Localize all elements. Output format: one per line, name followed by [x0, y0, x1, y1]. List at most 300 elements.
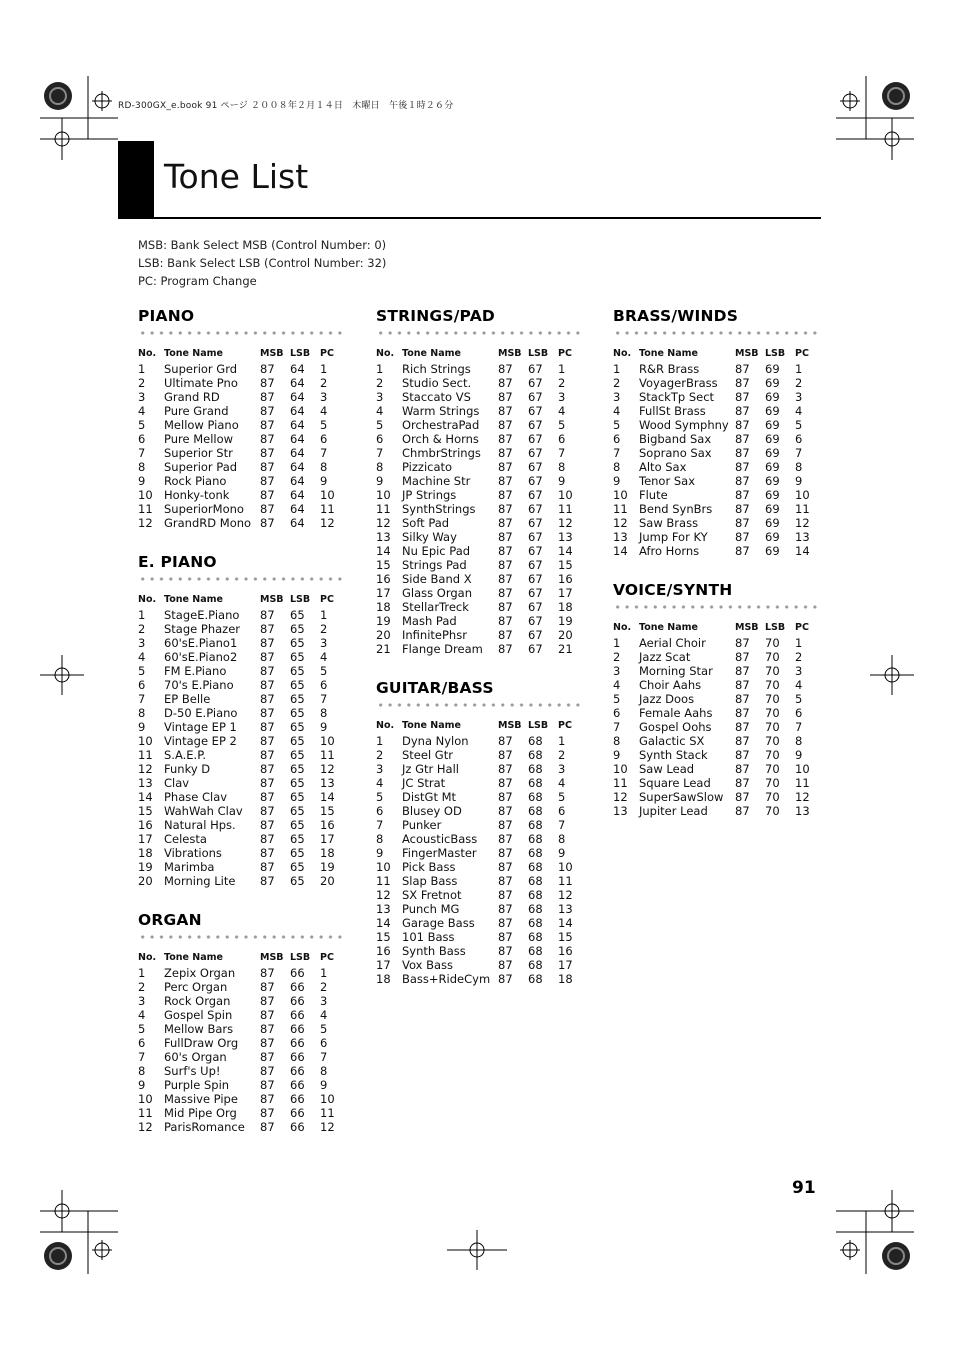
- cell-lsb: 68: [528, 972, 543, 986]
- cell-pc: 20: [558, 628, 573, 642]
- cell-pc: 14: [320, 790, 335, 804]
- tone-table: [138, 346, 342, 530]
- cell-name: JP Strings: [402, 488, 457, 502]
- table-row: [613, 664, 817, 678]
- column-header-lsb: LSB: [290, 348, 311, 359]
- cell-no: 6: [138, 1036, 146, 1050]
- table-row: [376, 474, 580, 488]
- cell-name: Natural Hps.: [164, 818, 236, 832]
- cell-name: Superior Grd: [164, 362, 238, 376]
- table-row: [138, 502, 342, 516]
- cell-msb: 87: [260, 1022, 275, 1036]
- cell-msb: 87: [260, 994, 275, 1008]
- cell-pc: 9: [320, 720, 328, 734]
- cell-no: 3: [138, 636, 146, 650]
- cell-msb: 87: [260, 1064, 275, 1078]
- cell-lsb: 68: [528, 958, 543, 972]
- cell-pc: 12: [795, 790, 810, 804]
- cell-pc: 1: [558, 362, 566, 376]
- cell-lsb: 65: [290, 650, 305, 664]
- cell-msb: 87: [260, 762, 275, 776]
- cell-pc: 10: [795, 488, 810, 502]
- cell-pc: 3: [558, 762, 566, 776]
- table-row: [138, 622, 342, 636]
- cell-name: EP Belle: [164, 692, 211, 706]
- cell-lsb: 68: [528, 762, 543, 776]
- cell-lsb: 65: [290, 776, 305, 790]
- cell-name: Mid Pipe Org: [164, 1106, 237, 1120]
- cell-name: 60'sE.Piano1: [164, 636, 238, 650]
- cell-pc: 6: [795, 706, 803, 720]
- table-row: [376, 558, 580, 572]
- cell-lsb: 70: [765, 790, 780, 804]
- cell-lsb: 67: [528, 390, 543, 404]
- cell-pc: 8: [320, 706, 328, 720]
- cell-lsb: 66: [290, 1050, 305, 1064]
- cell-msb: 87: [735, 432, 750, 446]
- cell-msb: 87: [498, 748, 513, 762]
- cell-lsb: 64: [290, 390, 305, 404]
- cell-name: Perc Organ: [164, 980, 228, 994]
- cell-msb: 87: [260, 418, 275, 432]
- cell-lsb: 65: [290, 874, 305, 888]
- cell-lsb: 64: [290, 460, 305, 474]
- column-header-pc: PC: [320, 594, 334, 605]
- cell-pc: 4: [795, 404, 803, 418]
- cell-no: 7: [376, 818, 384, 832]
- table-row: [613, 474, 817, 488]
- cell-name: Flute: [639, 488, 668, 502]
- table-row: [138, 1036, 342, 1050]
- cell-pc: 19: [558, 614, 573, 628]
- cell-pc: 14: [795, 544, 810, 558]
- cell-pc: 9: [795, 474, 803, 488]
- cell-lsb: 65: [290, 636, 305, 650]
- cell-name: Soprano Sax: [639, 446, 712, 460]
- cell-msb: 87: [735, 748, 750, 762]
- cell-pc: 11: [320, 502, 335, 516]
- cell-pc: 1: [320, 966, 328, 980]
- page-number: 91: [792, 1178, 816, 1198]
- cell-pc: 13: [795, 530, 810, 544]
- cell-pc: 8: [558, 460, 566, 474]
- cell-name: StackTp Sect: [639, 390, 715, 404]
- cell-pc: 2: [320, 622, 328, 636]
- cell-msb: 87: [498, 376, 513, 390]
- table-header-row: [138, 950, 342, 966]
- cell-lsb: 65: [290, 734, 305, 748]
- table-row: [138, 664, 342, 678]
- cell-no: 11: [138, 1106, 153, 1120]
- cell-lsb: 67: [528, 628, 543, 642]
- cell-no: 4: [376, 776, 384, 790]
- table-row: [138, 432, 342, 446]
- cell-msb: 87: [498, 804, 513, 818]
- cell-no: 14: [138, 790, 153, 804]
- cell-pc: 7: [795, 720, 803, 734]
- cell-no: 18: [138, 846, 153, 860]
- cell-name: Synth Bass: [402, 944, 466, 958]
- cell-name: Strings Pad: [402, 558, 467, 572]
- cell-msb: 87: [735, 650, 750, 664]
- section-title: BRASS/WINDS: [613, 307, 739, 325]
- table-row: [138, 874, 342, 888]
- column-header-msb: MSB: [735, 348, 759, 359]
- cell-no: 5: [376, 418, 384, 432]
- cell-name: Vintage EP 2: [164, 734, 237, 748]
- cell-name: SynthStrings: [402, 502, 476, 516]
- tone-table: [376, 718, 580, 986]
- cell-no: 6: [138, 432, 146, 446]
- cell-name: Superior Pad: [164, 460, 238, 474]
- cell-name: Mellow Piano: [164, 418, 239, 432]
- cell-lsb: 70: [765, 706, 780, 720]
- cell-no: 13: [376, 530, 391, 544]
- cell-msb: 87: [260, 804, 275, 818]
- cell-name: Funky D: [164, 762, 211, 776]
- cell-no: 8: [376, 832, 384, 846]
- cell-pc: 5: [320, 664, 328, 678]
- cell-lsb: 64: [290, 404, 305, 418]
- cell-name: Pizzicato: [402, 460, 453, 474]
- cell-msb: 87: [498, 958, 513, 972]
- cell-pc: 18: [558, 600, 573, 614]
- cell-no: 2: [613, 376, 621, 390]
- cell-no: 6: [376, 804, 384, 818]
- cell-msb: 87: [735, 762, 750, 776]
- cell-no: 8: [613, 734, 621, 748]
- table-row: [376, 432, 580, 446]
- cell-name: Gospel Oohs: [639, 720, 712, 734]
- cell-msb: 87: [735, 460, 750, 474]
- cell-lsb: 67: [528, 544, 543, 558]
- column-header-pc: PC: [795, 348, 809, 359]
- cell-name: Gospel Spin: [164, 1008, 233, 1022]
- cell-name: Galactic SX: [639, 734, 705, 748]
- cell-msb: 87: [260, 1036, 275, 1050]
- cell-pc: 7: [320, 692, 328, 706]
- table-header-row: [138, 346, 342, 362]
- table-row: [138, 734, 342, 748]
- table-row: [613, 706, 817, 720]
- cell-msb: 87: [260, 1078, 275, 1092]
- cell-name: Choir Aahs: [639, 678, 702, 692]
- cell-msb: 87: [260, 846, 275, 860]
- cell-no: 12: [613, 790, 628, 804]
- table-row: [376, 404, 580, 418]
- table-row: [613, 762, 817, 776]
- cell-pc: 3: [320, 390, 328, 404]
- cell-no: 9: [613, 748, 621, 762]
- cell-pc: 4: [558, 404, 566, 418]
- cell-no: 10: [376, 488, 391, 502]
- cell-name: Female Aahs: [639, 706, 713, 720]
- cell-pc: 5: [795, 692, 803, 706]
- cell-msb: 87: [498, 544, 513, 558]
- cell-no: 15: [138, 804, 153, 818]
- table-row: [376, 446, 580, 460]
- cell-pc: 10: [795, 762, 810, 776]
- cell-msb: 87: [260, 790, 275, 804]
- cell-lsb: 66: [290, 1008, 305, 1022]
- table-row: [138, 966, 342, 980]
- cell-lsb: 68: [528, 776, 543, 790]
- cell-name: Alto Sax: [639, 460, 687, 474]
- cell-msb: 87: [735, 776, 750, 790]
- table-row: [376, 488, 580, 502]
- cell-name: OrchestraPad: [402, 418, 480, 432]
- cell-msb: 87: [735, 692, 750, 706]
- cell-lsb: 64: [290, 446, 305, 460]
- cell-no: 9: [138, 1078, 146, 1092]
- column-header-no: No.: [613, 348, 632, 359]
- cell-name: Ultimate Pno: [164, 376, 238, 390]
- cell-msb: 87: [498, 902, 513, 916]
- cell-pc: 14: [558, 544, 573, 558]
- column-header-pc: PC: [558, 348, 572, 359]
- cell-lsb: 65: [290, 804, 305, 818]
- cell-pc: 3: [795, 664, 803, 678]
- cell-no: 3: [376, 390, 384, 404]
- cell-pc: 7: [558, 446, 566, 460]
- cell-no: 17: [376, 958, 391, 972]
- cell-no: 2: [138, 980, 146, 994]
- cell-name: Wood Symphny: [639, 418, 729, 432]
- cell-lsb: 65: [290, 846, 305, 860]
- table-row: [376, 958, 580, 972]
- cell-name: Garage Bass: [402, 916, 475, 930]
- cell-no: 1: [138, 608, 146, 622]
- cell-lsb: 65: [290, 608, 305, 622]
- cell-no: 8: [138, 1064, 146, 1078]
- cell-no: 9: [138, 720, 146, 734]
- cell-lsb: 66: [290, 980, 305, 994]
- cell-pc: 6: [320, 678, 328, 692]
- cell-name: Machine Str: [402, 474, 471, 488]
- table-row: [376, 530, 580, 544]
- cell-name: Jump For KY: [639, 530, 708, 544]
- cell-no: 13: [613, 804, 628, 818]
- cell-msb: 87: [498, 600, 513, 614]
- table-row: [376, 874, 580, 888]
- cell-msb: 87: [260, 720, 275, 734]
- cell-name: S.A.E.P.: [164, 748, 206, 762]
- cell-pc: 16: [320, 818, 335, 832]
- cell-no: 16: [376, 572, 391, 586]
- cell-pc: 12: [320, 762, 335, 776]
- column-3: [613, 306, 818, 840]
- cell-pc: 19: [320, 860, 335, 874]
- table-row: [613, 790, 817, 804]
- cell-lsb: 67: [528, 516, 543, 530]
- cell-msb: 87: [498, 558, 513, 572]
- cell-msb: 87: [498, 916, 513, 930]
- cell-msb: 87: [260, 608, 275, 622]
- cell-lsb: 68: [528, 832, 543, 846]
- cell-pc: 6: [320, 432, 328, 446]
- cell-pc: 12: [558, 888, 573, 902]
- cell-no: 5: [376, 790, 384, 804]
- section-e-piano: [138, 552, 343, 888]
- dotted-divider: [376, 330, 581, 336]
- cell-no: 7: [613, 446, 621, 460]
- legend-pc: PC: Program Change: [138, 274, 257, 288]
- table-row: [138, 720, 342, 734]
- table-row: [376, 502, 580, 516]
- cell-lsb: 69: [765, 544, 780, 558]
- table-row: [613, 460, 817, 474]
- tone-table: [138, 592, 342, 888]
- cell-msb: 87: [260, 980, 275, 994]
- cell-name: DistGt Mt: [402, 790, 457, 804]
- cell-pc: 9: [558, 846, 566, 860]
- cell-no: 5: [138, 418, 146, 432]
- cell-pc: 10: [558, 488, 573, 502]
- table-row: [376, 628, 580, 642]
- column-header-no: No.: [376, 348, 395, 359]
- cell-no: 7: [376, 446, 384, 460]
- cell-pc: 13: [558, 530, 573, 544]
- cell-no: 10: [138, 1092, 153, 1106]
- cell-msb: 87: [735, 390, 750, 404]
- table-row: [138, 818, 342, 832]
- column-header-name: Tone Name: [164, 348, 223, 359]
- table-row: [376, 362, 580, 376]
- column-header-pc: PC: [320, 348, 334, 359]
- cell-lsb: 67: [528, 614, 543, 628]
- tone-table: [138, 950, 342, 1134]
- cell-pc: 7: [558, 818, 566, 832]
- cell-lsb: 66: [290, 1120, 305, 1134]
- cell-pc: 13: [320, 776, 335, 790]
- cell-pc: 9: [558, 474, 566, 488]
- table-row: [376, 586, 580, 600]
- cell-no: 1: [138, 362, 146, 376]
- cell-msb: 87: [735, 362, 750, 376]
- cell-name: Warm Strings: [402, 404, 480, 418]
- table-row: [138, 474, 342, 488]
- cell-no: 5: [138, 664, 146, 678]
- cell-no: 2: [613, 650, 621, 664]
- table-row: [376, 818, 580, 832]
- table-row: [138, 404, 342, 418]
- cell-name: Blusey OD: [402, 804, 462, 818]
- table-row: [376, 734, 580, 748]
- cell-msb: 87: [260, 432, 275, 446]
- table-row: [376, 832, 580, 846]
- cell-no: 4: [376, 404, 384, 418]
- table-row: [138, 516, 342, 530]
- cell-no: 6: [138, 678, 146, 692]
- cell-name: FM E.Piano: [164, 664, 227, 678]
- cell-pc: 8: [320, 460, 328, 474]
- cell-lsb: 65: [290, 790, 305, 804]
- title-bar-block: [118, 141, 154, 219]
- cell-msb: 87: [735, 804, 750, 818]
- cell-lsb: 66: [290, 1036, 305, 1050]
- column-header-name: Tone Name: [639, 348, 698, 359]
- cell-msb: 87: [260, 1050, 275, 1064]
- cell-name: ChmbrStrings: [402, 446, 481, 460]
- table-row: [376, 916, 580, 930]
- cell-lsb: 67: [528, 530, 543, 544]
- table-row: [376, 944, 580, 958]
- cell-no: 6: [613, 706, 621, 720]
- cell-pc: 6: [558, 432, 566, 446]
- cell-no: 18: [376, 972, 391, 986]
- cell-pc: 4: [558, 776, 566, 790]
- cell-lsb: 66: [290, 1106, 305, 1120]
- table-row: [613, 636, 817, 650]
- cell-lsb: 67: [528, 362, 543, 376]
- cell-name: Side Band X: [402, 572, 472, 586]
- cell-msb: 87: [260, 860, 275, 874]
- cell-name: FullSt Brass: [639, 404, 706, 418]
- cell-lsb: 64: [290, 516, 305, 530]
- cell-name: Pick Bass: [402, 860, 456, 874]
- tone-table: [613, 346, 817, 558]
- cell-lsb: 67: [528, 474, 543, 488]
- table-row: [138, 636, 342, 650]
- cell-name: Tenor Sax: [639, 474, 696, 488]
- cell-msb: 87: [735, 790, 750, 804]
- cell-no: 4: [613, 404, 621, 418]
- cell-msb: 87: [260, 1120, 275, 1134]
- cell-pc: 12: [795, 516, 810, 530]
- table-row: [138, 692, 342, 706]
- cell-lsb: 70: [765, 748, 780, 762]
- cell-lsb: 68: [528, 874, 543, 888]
- table-row: [376, 418, 580, 432]
- cell-pc: 1: [795, 636, 803, 650]
- column-header-pc: PC: [320, 952, 334, 963]
- cell-pc: 5: [795, 418, 803, 432]
- cell-pc: 14: [558, 916, 573, 930]
- cell-msb: 87: [498, 790, 513, 804]
- cell-no: 4: [138, 404, 146, 418]
- cell-msb: 87: [498, 846, 513, 860]
- cell-name: StellarTreck: [402, 600, 469, 614]
- column-header-msb: MSB: [260, 594, 284, 605]
- dotted-divider: [376, 702, 581, 708]
- cell-pc: 11: [320, 1106, 335, 1120]
- cell-name: StageE.Piano: [164, 608, 240, 622]
- cell-no: 1: [613, 636, 621, 650]
- cell-lsb: 70: [765, 762, 780, 776]
- cell-pc: 17: [558, 586, 573, 600]
- tone-table: [613, 620, 817, 818]
- cell-no: 2: [376, 376, 384, 390]
- cell-no: 1: [376, 362, 384, 376]
- column-header-pc: PC: [558, 720, 572, 731]
- cell-msb: 87: [498, 418, 513, 432]
- cell-lsb: 66: [290, 994, 305, 1008]
- table-row: [376, 748, 580, 762]
- cell-msb: 87: [260, 474, 275, 488]
- column-header-no: No.: [613, 622, 632, 633]
- cell-msb: 87: [735, 446, 750, 460]
- cell-lsb: 67: [528, 460, 543, 474]
- table-row: [138, 1092, 342, 1106]
- table-row: [138, 460, 342, 474]
- section-title: ORGAN: [138, 911, 202, 929]
- cell-lsb: 65: [290, 664, 305, 678]
- cell-lsb: 64: [290, 418, 305, 432]
- cell-no: 17: [138, 832, 153, 846]
- cell-name: Slap Bass: [402, 874, 458, 888]
- cell-no: 5: [138, 1022, 146, 1036]
- cell-no: 3: [613, 390, 621, 404]
